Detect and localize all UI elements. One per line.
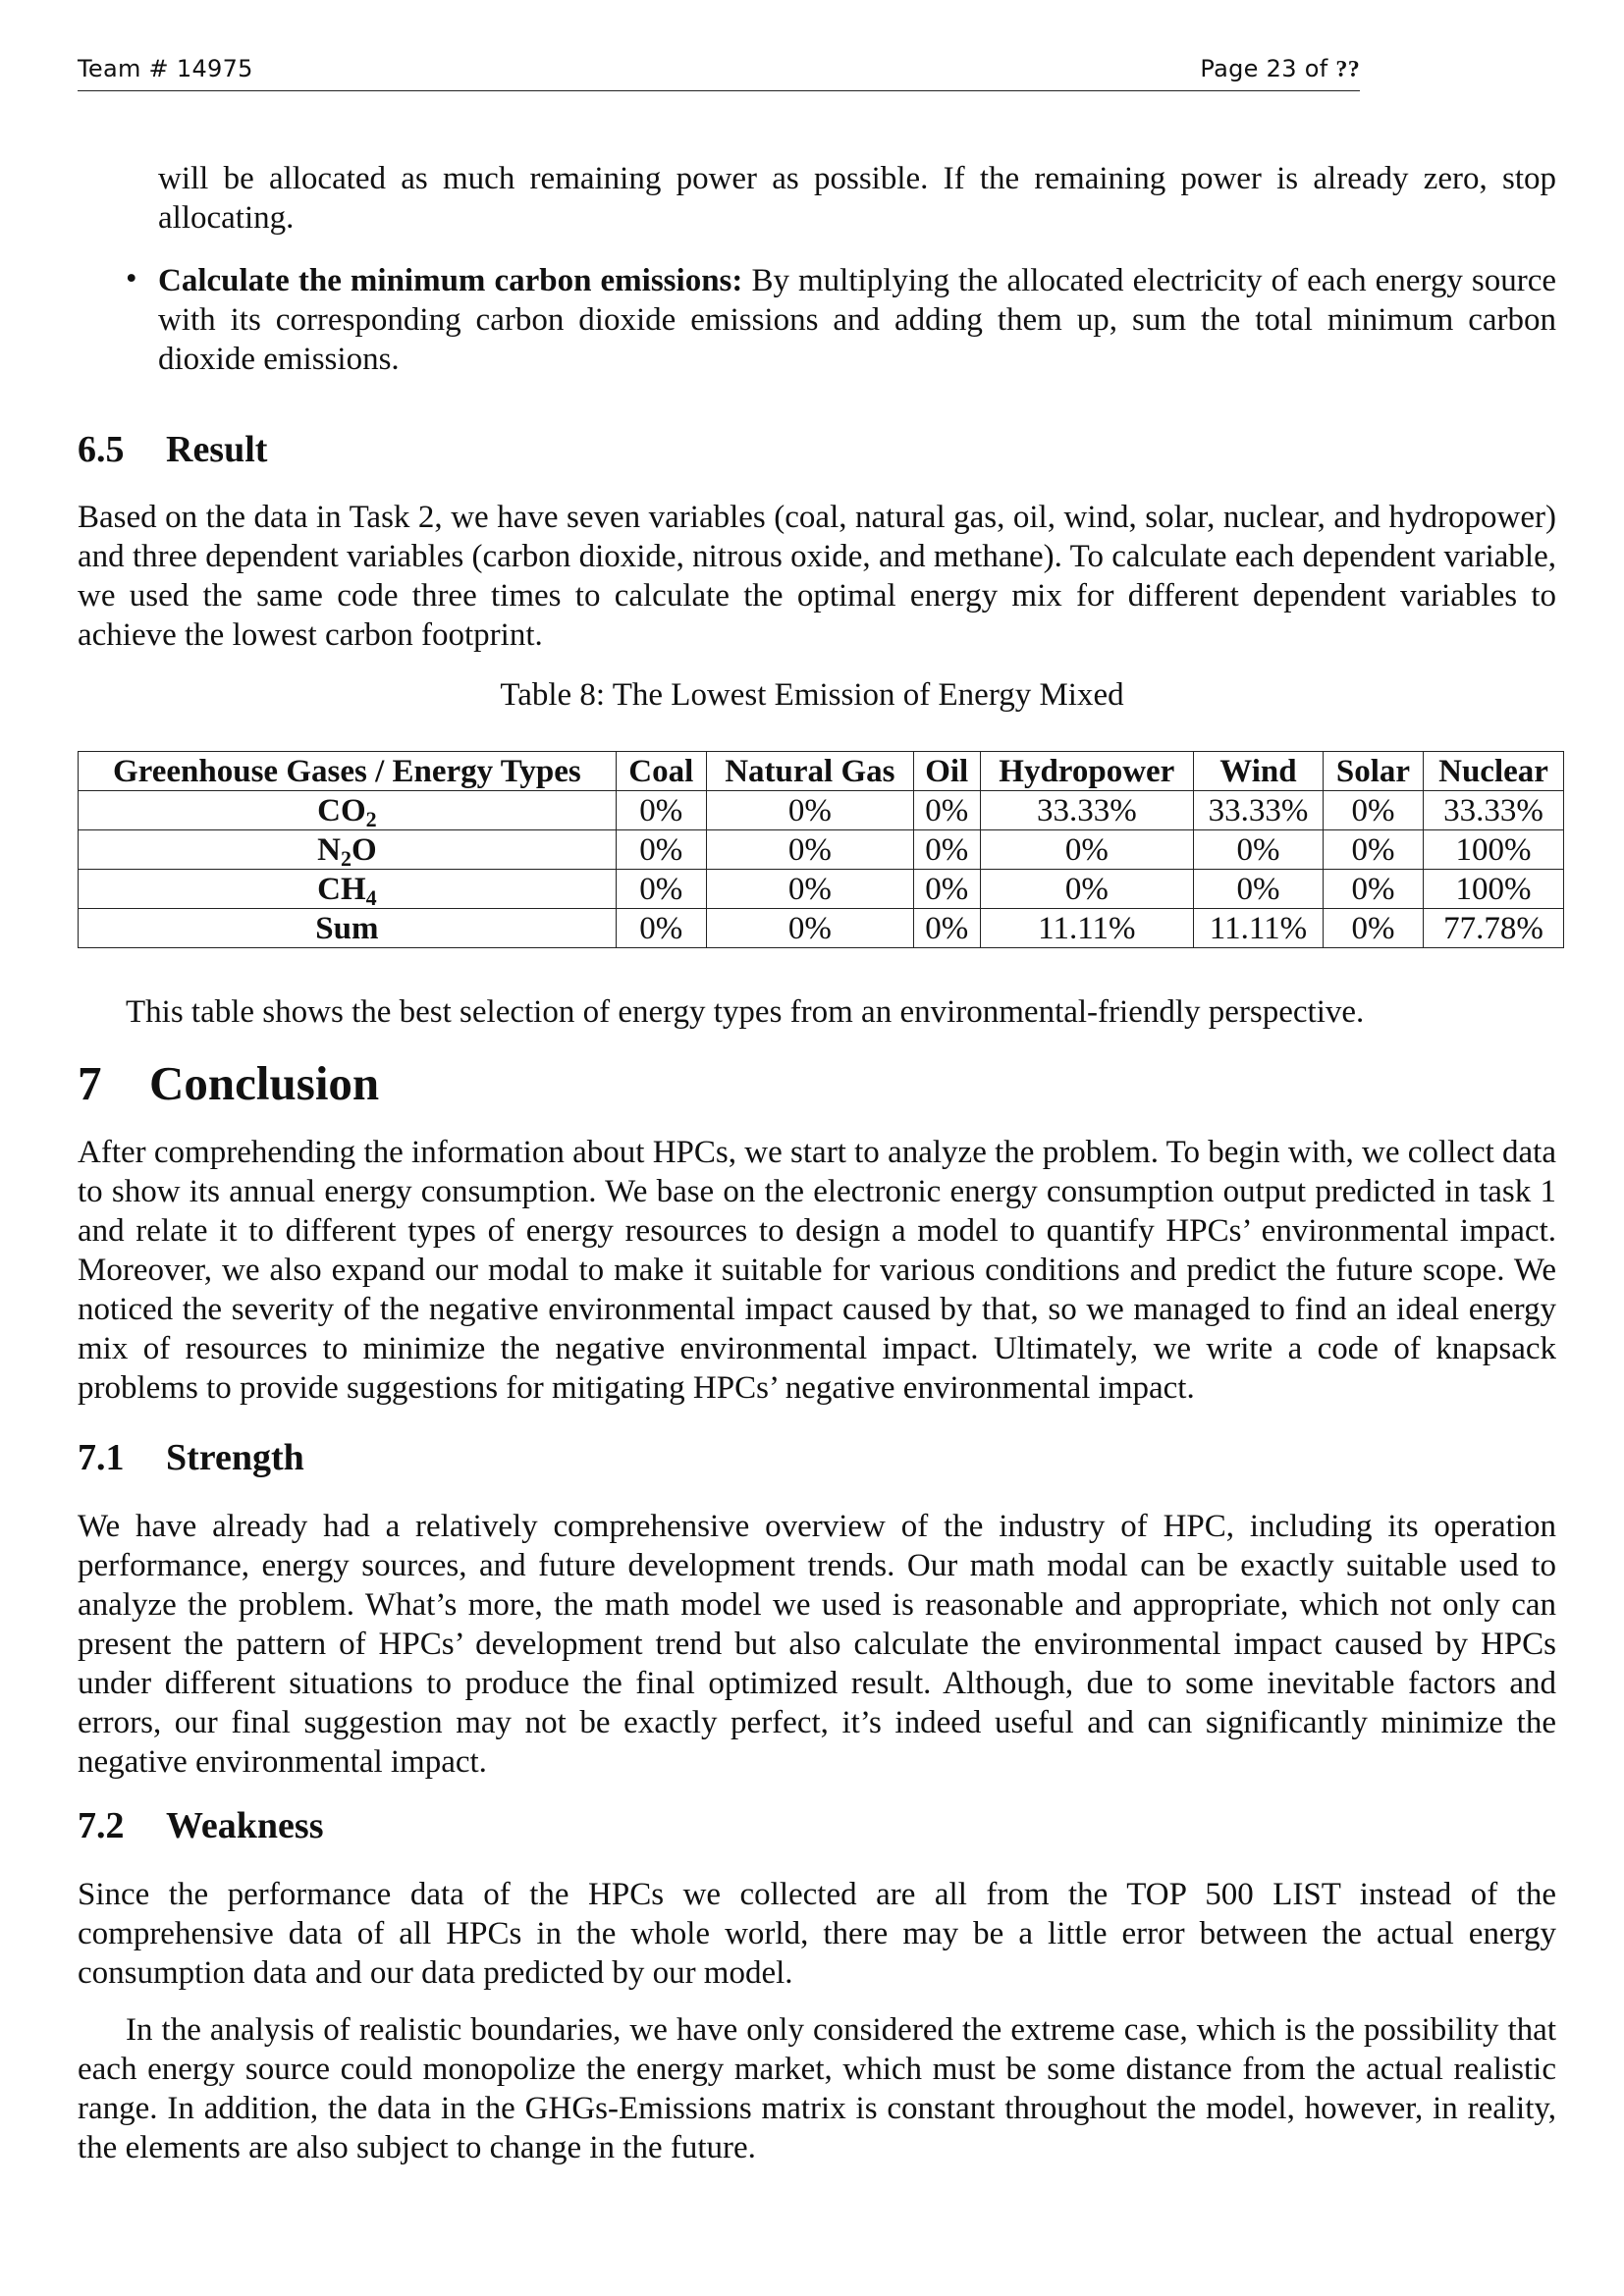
gas-label: $CO_2$ [79, 791, 617, 830]
page-total: ?? [1335, 57, 1360, 82]
table-cell: 0% [706, 791, 913, 830]
header-cell: Coal [616, 752, 706, 791]
table-cell: 0% [706, 830, 913, 870]
table-cell: 100% [1424, 870, 1564, 909]
table-cell: 33.33% [1424, 791, 1564, 830]
header-cell: Nuclear [1424, 752, 1564, 791]
bullet-marker: • [126, 261, 137, 296]
table-row [79, 870, 1564, 909]
table-cell: 0% [1194, 870, 1324, 909]
table-row [79, 830, 1564, 870]
gas-label: $CH_4$ [79, 870, 617, 909]
table-cell: 0% [1323, 870, 1423, 909]
table-cell: 0% [616, 791, 706, 830]
weakness-paragraph-1: Since the performance data of the HPCs we collected are all from the TOP 500 LIST instead of the comprehensive data of all HPCs in the whole world, there may be a little error between the actual energy consumption data and our data predicted by our model. [78, 1877, 1556, 1991]
page-header [78, 55, 1360, 91]
bullet-text: By multiplying the allocated electricity of each energy source with its corresponding carbon dioxide emissions and adding them up, sum the total minimum carbon dioxide emissions. [158, 263, 1557, 377]
header-cell: Wind [1194, 752, 1324, 791]
table-cell: 0% [980, 870, 1194, 909]
section-heading-7: 7 Conclusion [78, 1056, 380, 1110]
table-cell: 0% [616, 830, 706, 870]
table-cell: 0% [706, 870, 913, 909]
page-number: Page 23 of ?? [1200, 55, 1360, 82]
table-caption: Table 8: The Lowest Emission of Energy Mixed [500, 677, 1124, 713]
table-cell: 0% [706, 909, 913, 948]
table-cell: 100% [1424, 830, 1564, 870]
bullet-item [158, 261, 1556, 379]
table-row [79, 791, 1564, 830]
bullet-continuation [158, 159, 1556, 238]
table-cell: 0% [616, 870, 706, 909]
table-cell: 0% [1323, 909, 1423, 948]
table-cell: 0% [1323, 791, 1423, 830]
table-cell: 0% [913, 830, 980, 870]
team-number: Team # 14975 [78, 55, 253, 82]
table-cell: 0% [913, 909, 980, 948]
table-cell: 0% [1323, 830, 1423, 870]
header-cell: Natural Gas [706, 752, 913, 791]
table-cell: 0% [913, 870, 980, 909]
gas-label: Sum [79, 909, 617, 948]
table-row-sum [79, 909, 1564, 948]
bullet-title: Calculate the minimum carbon emissions: [158, 263, 743, 298]
table-cell: 11.11% [980, 909, 1194, 948]
table-cell: 0% [616, 909, 706, 948]
table-note: This table shows the best selection of energy types from an environmental-friendly perspective. [126, 994, 1365, 1030]
table-cell: 77.78% [1424, 909, 1564, 948]
header-cell: Hydropower [980, 752, 1194, 791]
section-heading-6-5: 6.5 Result [78, 429, 268, 470]
table-cell: 33.33% [980, 791, 1194, 830]
header-cell: Greenhouse Gases / Energy Types [79, 752, 617, 791]
header-cell: Solar [1323, 752, 1423, 791]
emission-table [78, 751, 1564, 948]
conclusion-paragraph: After comprehending the information about HPCs, we start to analyze the problem. To begin with, we collect data to show its annual energy consumption. We base on the electronic energy consumption output predicted in task 1 and relate it to different types of energy resources to design a model to quantify HPCs’ environmental impact. Moreover, we also expand our modal to make it suitable for various conditions and predict the future scope. We noticed the severity of the negative environmental impact caused by that, so we managed to find an ideal energy mix of resources to minimize the negative environmental impact. Ultimately, we write a code of knapsack problems to provide suggestions for mitigating HPCs’ negative environmental impact. [78, 1135, 1556, 1406]
table-cell: 0% [980, 830, 1194, 870]
table-cell: 0% [1194, 830, 1324, 870]
table-cell: 33.33% [1194, 791, 1324, 830]
paragraph: will be allocated as much remaining power as possible. If the remaining power is already zero, stop allocating. [158, 161, 1556, 236]
table-cell: 11.11% [1194, 909, 1324, 948]
section-heading-7-2: 7.2 Weakness [78, 1805, 324, 1846]
weakness-paragraph-2: In the analysis of realistic boundaries, we have only considered the extreme case, which is the possibility that each energy source could monopolize the energy market, which must be some distance from the actual realistic range. In addition, the data in the GHGs-Emissions matrix is constant throughout the model, however, in reality, the elements are also subject to change in the future. [78, 2012, 1556, 2165]
table-cell: 0% [913, 791, 980, 830]
section-heading-7-1: 7.1 Strength [78, 1437, 304, 1478]
table-header-row [79, 752, 1564, 791]
result-paragraph: Based on the data in Task 2, we have seven variables (coal, natural gas, oil, wind, solar, nuclear, and hydropower) and three dependent variables (carbon dioxide, nitrous oxide, and methane). To calculate each dependent variable, we used the same code three times to calculate the optimal energy mix for different dependent variables to achieve the lowest carbon footprint. [78, 500, 1556, 653]
strength-paragraph: We have already had a relatively comprehensive overview of the industry of HPC, including its operation performance, energy sources, and future development trends. Our math modal can be exactly suitable used to analyze the problem. What’s more, the math model we used is reasonable and appropriate, which not only can present the pattern of HPCs’ development trend but also calculate the environmental impact caused by HPCs under different situations to produce the final optimized result. Although, due to some inevitable factors and errors, our final suggestion may not be exactly perfect, it’s indeed useful and can significantly minimize the negative environmental impact. [78, 1509, 1556, 1780]
header-cell: Oil [913, 752, 980, 791]
gas-label: $N_2O$ [79, 830, 617, 870]
